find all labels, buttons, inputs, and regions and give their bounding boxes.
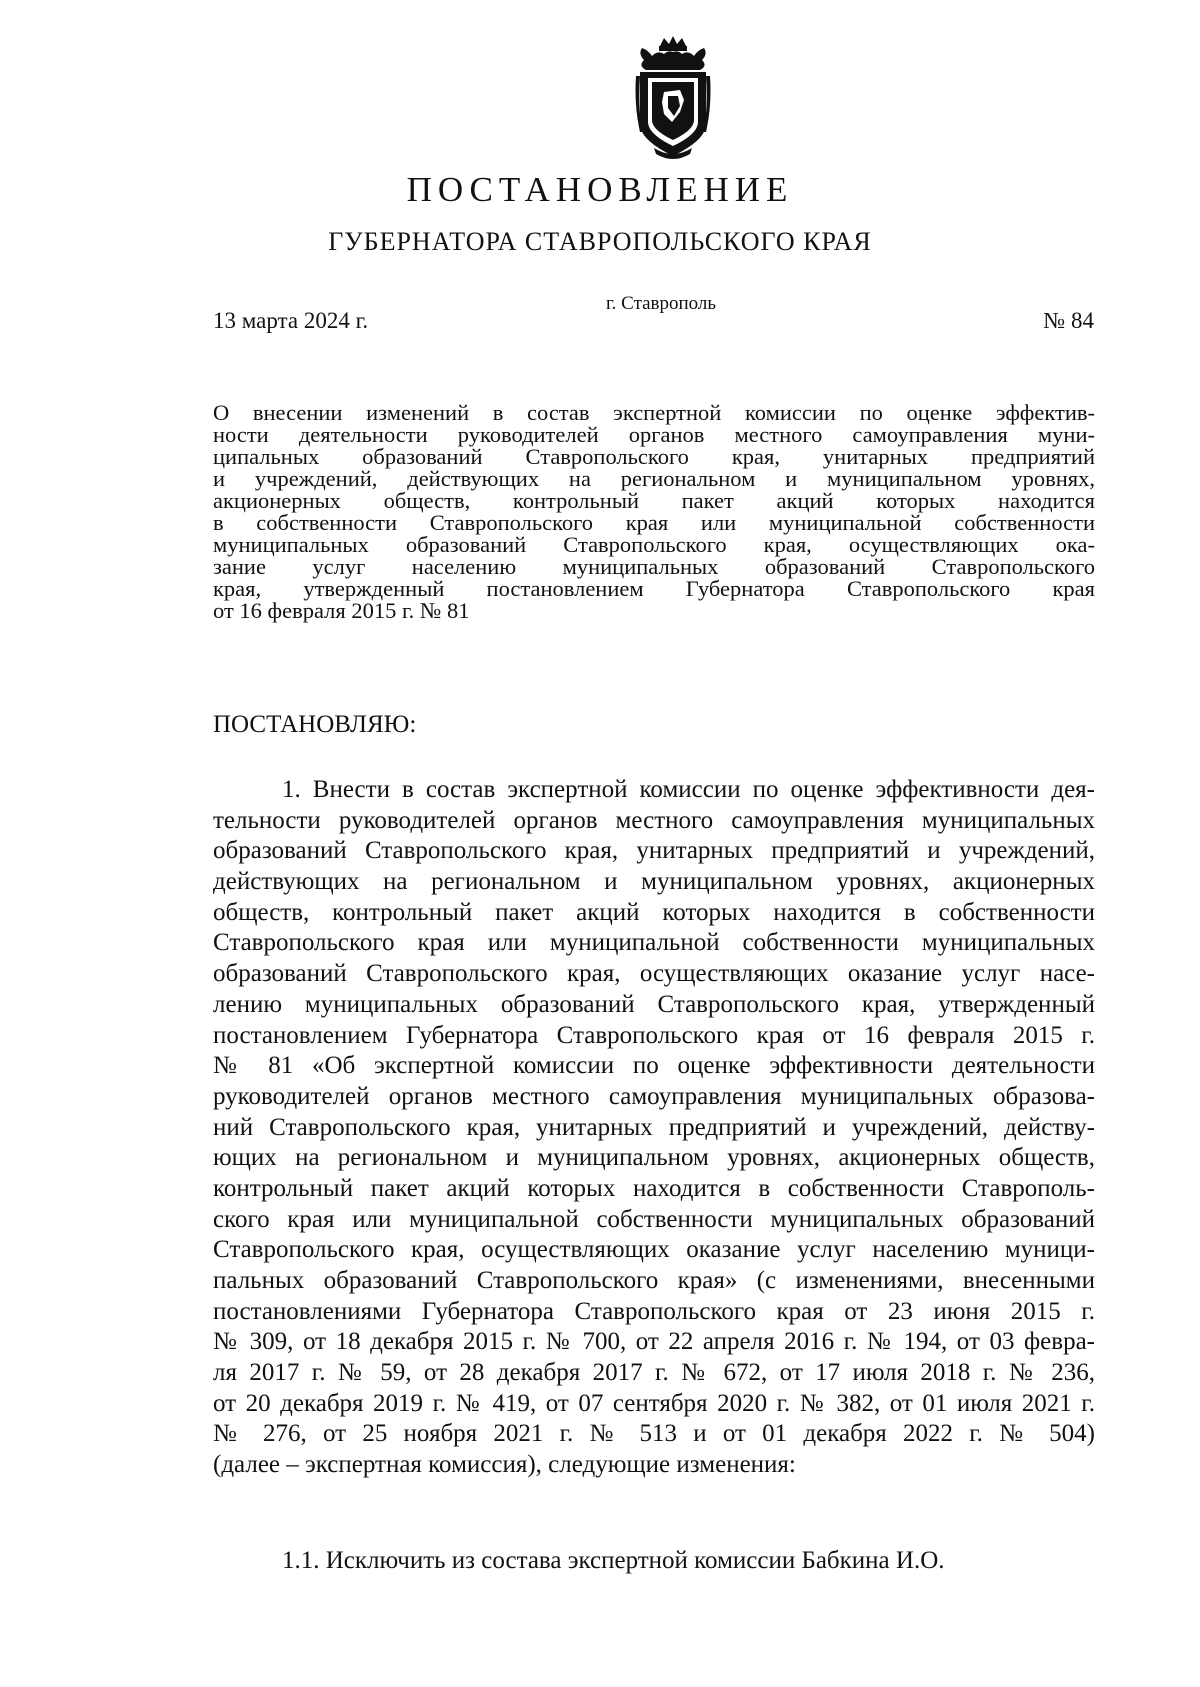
subject-line: зание услуг населению муниципальных образований Ставропольского xyxy=(213,554,1095,579)
paragraph-line: от 20 декабря 2019 г. № 419, от 07 сентября 2020 г. № 382, от 01 июля 2021 г. xyxy=(213,1389,1095,1417)
paragraph-line: ского края или муниципальной собственности муниципальных образований xyxy=(213,1205,1095,1233)
paragraph-line: ля 2017 г. № 59, от 28 декабря 2017 г. № 672, от 17 июля 2018 г. № 236, xyxy=(213,1359,1095,1387)
subject-line: от 16 февраля 2015 г. № 81 xyxy=(213,598,470,623)
paragraph-line: лению муниципальных образований Ставропольского края, утвержденный xyxy=(213,990,1095,1018)
document-issuer: ГУБЕРНАТОРА СТАВРОПОЛЬСКОГО КРАЯ xyxy=(328,227,872,256)
subject-line: края, утвержденный постановлением Губернатора Ставропольского края xyxy=(213,576,1095,601)
paragraph-1 xyxy=(213,775,1095,1481)
paragraph-line: руководителей органов местного самоуправления муниципальных образова- xyxy=(213,1082,1095,1110)
paragraph-line: постановлениями Губернатора Ставропольского края от 23 июня 2015 г. xyxy=(213,1297,1095,1325)
document-date: 13 марта 2024 г. xyxy=(213,308,369,333)
paragraph-line: пальных образований Ставропольского края» (с изменениями, внесенными xyxy=(213,1267,1095,1294)
coat-of-arms-icon xyxy=(634,36,712,161)
paragraph-line: 1. Внести в состав экспертной комиссии по оценке эффективности дея- xyxy=(282,776,1095,803)
subject-line: муниципальных образований Ставропольского края, осуществляющих ока- xyxy=(213,532,1095,557)
paragraph-line: ний Ставропольского края, унитарных предприятий и учреждений, действу- xyxy=(213,1113,1095,1141)
paragraph-line: действующих на региональном и муниципальном уровнях, акционерных xyxy=(213,868,1095,896)
paragraph-line: образований Ставропольского края, осуществляющих оказание услуг насе- xyxy=(213,960,1095,988)
paragraph-line: постановлением Губернатора Ставропольского края от 16 февраля 2015 г. xyxy=(213,1021,1095,1049)
document-city: г. Ставрополь xyxy=(606,293,717,314)
subject-line: в собственности Ставропольского края или муниципальной собственности xyxy=(213,510,1095,535)
subject-line: акционерных обществ, контрольный пакет акций которых находится xyxy=(213,488,1095,513)
document-type-title: ПОСТАНОВЛЕНИЕ xyxy=(406,170,794,209)
paragraph-line: образований Ставропольского края, унитарных предприятий и учреждений, xyxy=(213,837,1095,865)
paragraph-line: обществ, контрольный пакет акций которых находится в собственности xyxy=(213,898,1095,926)
paragraph-line: Ставропольского края, осуществляющих оказание услуг населению муници- xyxy=(213,1236,1095,1264)
subject-line: ципальных образований Ставропольского края, унитарных предприятий xyxy=(213,444,1095,469)
paragraph-line: ющих на региональном и муниципальном уровнях, акционерных обществ, xyxy=(213,1144,1095,1172)
document-number: № 84 xyxy=(1043,308,1094,333)
subject-line: ности деятельности руководителей органов местного самоуправления муни- xyxy=(213,422,1095,447)
subject-line: и учреждений, действующих на региональном и муниципальном уровнях, xyxy=(213,466,1095,491)
paragraph-line: тельности руководителей органов местного самоуправления муниципальных xyxy=(213,806,1095,834)
paragraph-line: контрольный пакет акций которых находится в собственности Ставрополь- xyxy=(213,1174,1095,1202)
paragraph-1-1: 1.1. Исключить из состава экспертной комиссии Бабкина И.О. xyxy=(282,1547,945,1574)
subject-line: О внесении изменений в состав экспертной комиссии по оценке эффектив- xyxy=(213,400,1095,425)
decree-word: ПОСТАНОВЛЯЮ: xyxy=(213,711,417,738)
paragraph-line: № 309, от 18 декабря 2015 г. № 700, от 22 апреля 2016 г. № 194, от 03 февра- xyxy=(213,1328,1095,1356)
paragraph-line: № 276, от 25 ноября 2021 г. № 513 и от 01 декабря 2022 г. № 504) xyxy=(213,1420,1095,1448)
paragraph-line: № 81 «Об экспертной комиссии по оценке эффективности деятельности xyxy=(213,1052,1095,1080)
paragraph-line: (далее – экспертная комиссия), следующие изменения: xyxy=(213,1451,796,1479)
paragraph-line: Ставропольского края или муниципальной собственности муниципальных xyxy=(213,929,1095,957)
document-subject xyxy=(213,402,1095,622)
